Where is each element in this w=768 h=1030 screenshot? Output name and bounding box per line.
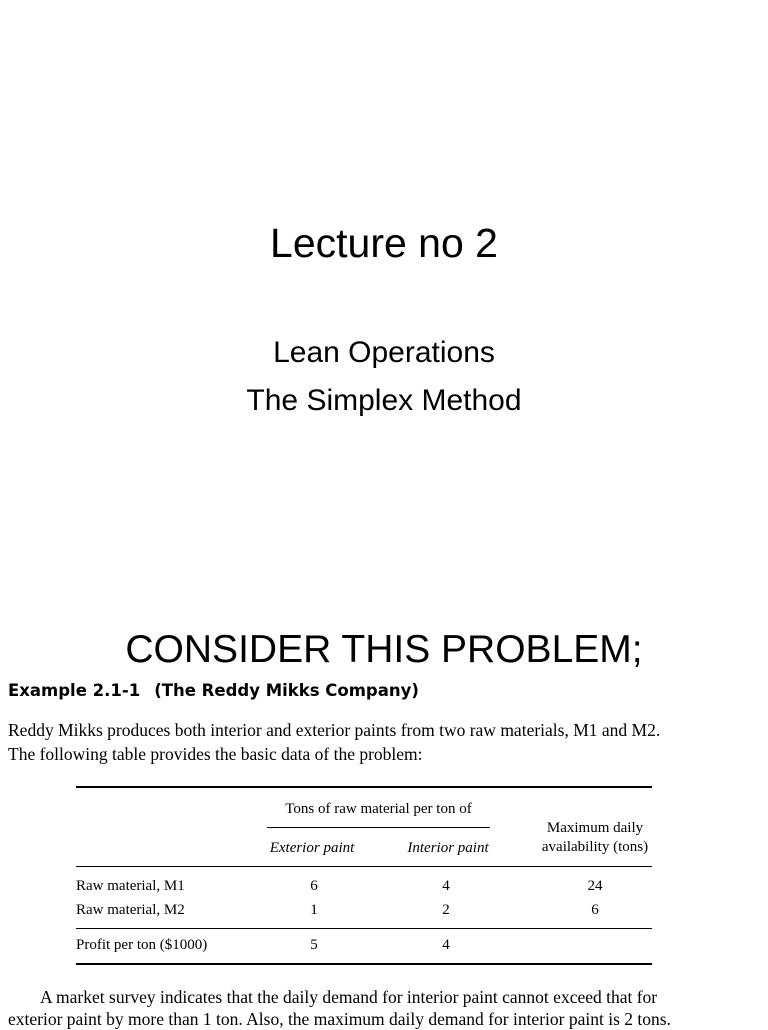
lecture-title: Lecture no 2 <box>270 220 498 266</box>
cell-m2-max: 6 <box>591 902 599 918</box>
column-header-exterior: Exterior paint <box>269 840 355 856</box>
example-footer-line-2: exterior paint by more than 1 ton. Also, the maximum daily demand for interior paint is 2 tons. <box>8 1009 671 1029</box>
table-group-header: Tons of raw material per ton of <box>285 801 472 817</box>
cell-m1-interior: 4 <box>442 878 450 894</box>
cell-m1-max: 24 <box>587 878 603 894</box>
row-label-m2: Raw material, M2 <box>76 902 185 918</box>
table-bottom-rule <box>76 963 652 965</box>
example-name: (The Reddy Mikks Company) <box>154 681 419 700</box>
cell-profit-exterior: 5 <box>310 937 318 953</box>
example-intro-line-1: Reddy Mikks produces both interior and exterior paints from two raw materials, M1 and M2. <box>8 720 661 740</box>
column-header-max-line-2: availability (tons) <box>541 839 649 855</box>
column-header-interior: Interior paint <box>407 840 489 856</box>
table-mid-rule <box>76 928 652 929</box>
row-label-m1: Raw material, M1 <box>76 878 185 894</box>
column-header-max <box>505 819 685 857</box>
column-header-max-line-1: Maximum daily <box>546 820 644 836</box>
problem-heading: CONSIDER THIS PROBLEM; <box>125 628 643 671</box>
lecture-subtitle-method: The Simplex Method <box>246 384 522 417</box>
table-header-rule <box>76 866 652 867</box>
cell-m2-exterior: 1 <box>310 902 318 918</box>
example-footer-line-1: A market survey indicates that the daily demand for interior paint cannot exceed that for <box>40 987 658 1007</box>
example-label: Example 2.1-1 <box>8 681 141 700</box>
lecture-subtitle-topic: Lean Operations <box>273 336 495 369</box>
cell-m2-interior: 2 <box>442 902 450 918</box>
cell-profit-interior: 4 <box>442 937 450 953</box>
example-title <box>8 681 419 700</box>
example-intro-line-2: The following table provides the basic data of the problem: <box>8 744 423 764</box>
cell-m1-exterior: 6 <box>310 878 318 894</box>
table-top-rule <box>76 786 652 788</box>
table-group-rule <box>267 827 490 828</box>
row-label-profit: Profit per ton ($1000) <box>76 937 208 953</box>
